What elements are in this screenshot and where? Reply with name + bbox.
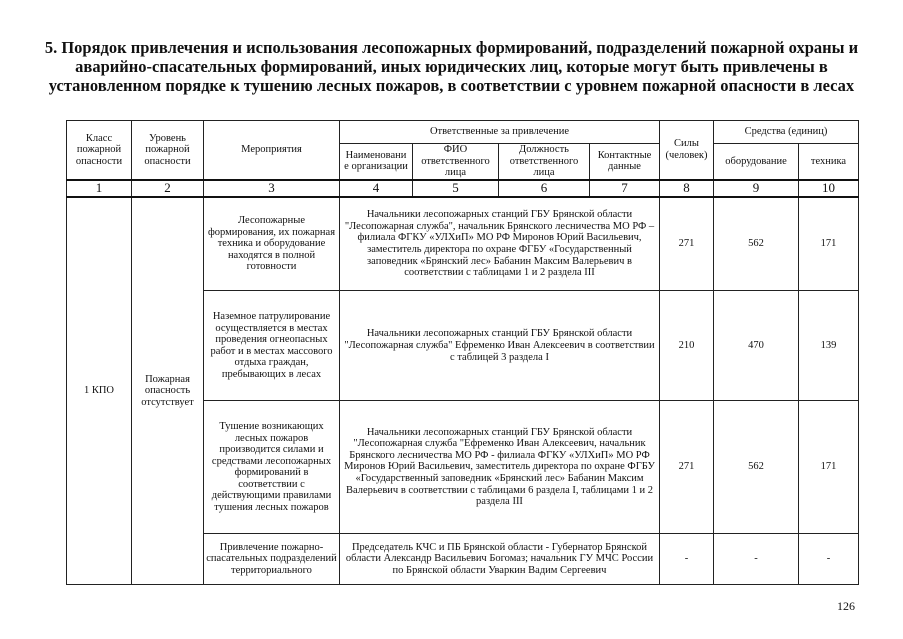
header-position: Должность ответственного лица	[499, 144, 590, 180]
level-cell: Пожарная опасность отсутствует	[132, 197, 204, 585]
class-cell: 1 КПО	[67, 197, 132, 585]
responsible-cell: Начальники лесопожарных станций ГБУ Брянской области "Лесопожарная служба" Ефременко Иван Алексеевич в соответствии с таблицей 3 раздела I	[340, 291, 660, 401]
header-measures: Мероприятия	[204, 121, 340, 180]
equipment-cell: 470	[714, 291, 799, 401]
col-number: 10	[799, 180, 859, 197]
header-forces: Силы (человек)	[660, 121, 714, 180]
technique-cell: 171	[799, 401, 859, 534]
col-number: 8	[660, 180, 714, 197]
measure-cell: Лесопожарные формирования, их пожарная техника и оборудование находятся в полной готовности	[204, 197, 340, 291]
header-technique: техника	[799, 144, 859, 180]
forces-table	[66, 120, 859, 585]
equipment-cell: 562	[714, 197, 799, 291]
responsible-cell: Начальники лесопожарных станций ГБУ Брянской области "Лесопожарная служба", начальник Брянского лесничества МО РФ – филиала ФГКУ «УЛХиП» МО РФ Миронов Юрий Васильевич, заместитель директора по охране ФГБУ «Государственный заповедник «Брянский лес» Бабанин Максим Валерьевич в соответствии с таблицами 1 и 2 раздела III	[340, 197, 660, 291]
forces-cell: 271	[660, 401, 714, 534]
col-number: 6	[499, 180, 590, 197]
col-number: 7	[590, 180, 660, 197]
measure-cell: Наземное патрулирование осуществляется в местах проведения огнеопасных работ и в местах массового отдыха граждан, пребывающих в лесах	[204, 291, 340, 401]
section-title: 5. Порядок привлечения и использования лесопожарных формирований, подразделений пожарной охраны и аварийно-спасательных формирований, иных юридических лиц, которые могут быть привлечены в установленном порядке к тушению лесных пожаров, в соответствии с уровнем пожарной опасности в лесах	[44, 38, 859, 95]
header-means: Средства (единиц)	[714, 121, 859, 144]
header-equipment: оборудование	[714, 144, 799, 180]
forces-cell: -	[660, 534, 714, 585]
col-number: 9	[714, 180, 799, 197]
page-number: 126	[837, 599, 855, 613]
col-number: 2	[132, 180, 204, 197]
header-class: Класс пожарной опасности	[67, 121, 132, 180]
col-number: 3	[204, 180, 340, 197]
header-contacts: Контактные данные	[590, 144, 660, 180]
measure-cell: Тушение возникающих лесных пожаров производится силами и средствами лесопожарных формирований в соответствии с действующими правилами тушения лесных пожаров	[204, 401, 340, 534]
technique-cell: 139	[799, 291, 859, 401]
technique-cell: -	[799, 534, 859, 585]
technique-cell: 171	[799, 197, 859, 291]
col-number: 1	[67, 180, 132, 197]
measure-cell: Привлечение пожарно-спасательных подразделений территориального	[204, 534, 340, 585]
col-number: 4	[340, 180, 413, 197]
col-number: 5	[413, 180, 499, 197]
equipment-cell: 562	[714, 401, 799, 534]
responsible-cell: Начальники лесопожарных станций ГБУ Брянской области "Лесопожарная служба "Ефременко Иван Алексеевич, начальник Брянского лесничества МО РФ - филиала ФГКУ «УЛХиП» МО РФ Миронов Юрий Васильевич, заместитель директора по охране ФГБУ «Государственный заповедник «Брянский лес» Бабанин Максим Валерьевич в соответствии с таблицами 6 раздела I, таблицами 1 и 2 раздела III	[340, 401, 660, 534]
forces-cell: 210	[660, 291, 714, 401]
header-level: Уровень пожарной опасности	[132, 121, 204, 180]
header-org-name: Наименовани е организации	[340, 144, 413, 180]
equipment-cell: -	[714, 534, 799, 585]
responsible-cell: Председатель КЧС и ПБ Брянской области - Губернатор Брянской области Александр Васильевич Богомаз; начальник ГУ МЧС России по Брянской области Уваркин Вадим Сергеевич	[340, 534, 660, 585]
header-responsible: Ответственные за привлечение	[340, 121, 660, 144]
forces-cell: 271	[660, 197, 714, 291]
header-fio: ФИО ответственного лица	[413, 144, 499, 180]
